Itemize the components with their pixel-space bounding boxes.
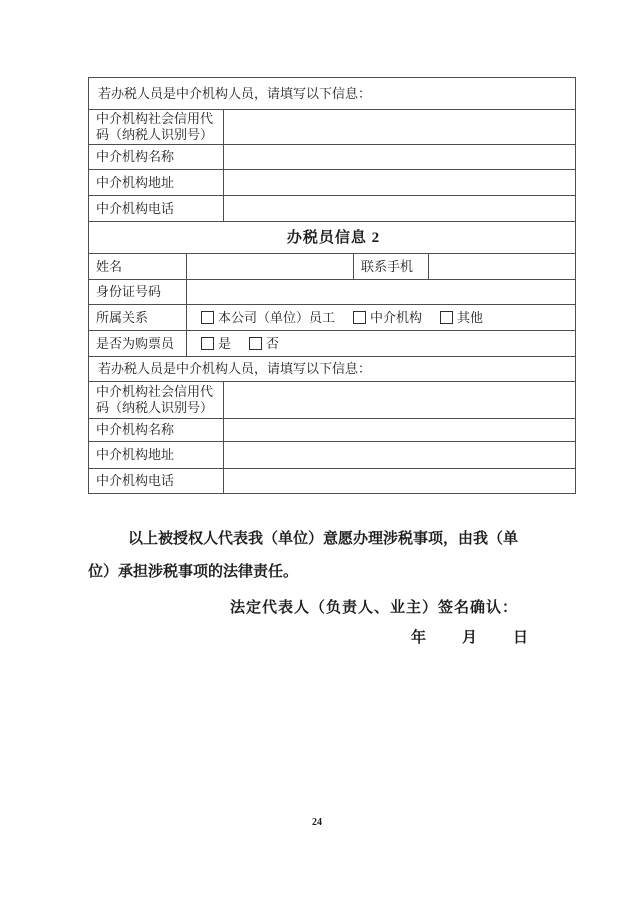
date-line: 年 月 日 [411,630,531,646]
relationship-options-cell [186,305,575,330]
table-row [89,468,575,493]
agency-phone-field-1[interactable] [223,196,575,221]
agency-phone-label-1: 中介机构电话 [96,200,175,216]
checkbox-label: 本公司（单位）员工 [218,309,336,325]
ticket-purchaser-options-cell [186,331,575,356]
clerk2-section-title: 办税员信息 2 [286,229,381,246]
declaration-line-1: 以上被授权人代表我（单位）意愿办理涉税事项，由我（单 [128,531,519,547]
agency-name-label-2: 中介机构名称 [96,422,175,437]
agency-fill-note-2: 若办税人员是中介机构人员，请填写以下信息： [98,361,372,376]
clerk2-header-row [89,221,575,253]
agency-note-row-2 [89,356,575,381]
clerk-id-field[interactable] [186,280,575,304]
agency-address-label-2: 中介机构地址 [96,447,175,462]
agency-phone-label-2: 中介机构电话 [96,473,175,488]
checkbox-label: 否 [266,335,280,351]
relation-agency-option[interactable] [353,310,422,326]
table-row [89,279,575,304]
table-row [89,381,575,418]
checkbox-icon[interactable] [201,311,214,324]
agency-credit-code-label-2: 中介机构社会信用代码（纳税人识别号） [96,384,214,415]
table-row [89,304,575,330]
signature-confirm-line: 法定代表人（负责人、业主）签名确认： [230,600,519,616]
agency-phone-field-2[interactable] [223,469,575,493]
table-row [89,144,575,169]
table-row [89,418,575,441]
agency-fill-note-1: 若办税人员是中介机构人员，请填写以下信息： [98,85,372,101]
relationship-label: 所属关系 [96,309,149,325]
table-row [89,441,575,468]
checkbox-icon[interactable] [201,337,214,350]
checkbox-icon[interactable] [353,311,366,324]
checkbox-label: 其他 [457,309,484,325]
agency-address-field-2[interactable] [223,442,575,468]
purchaser-yes-option[interactable] [201,336,231,352]
checkbox-icon[interactable] [249,337,262,350]
table-row [89,169,575,195]
checkbox-label: 是 [218,335,232,351]
ticket-purchaser-label: 是否为购票员 [96,335,175,351]
clerk-mobile-label: 联系手机 [353,254,428,279]
agency-name-label-1: 中介机构名称 [96,149,175,164]
agency-address-field-1[interactable] [223,170,575,195]
tax-clerk-info-table [88,77,576,494]
relation-other-option[interactable] [440,310,483,326]
agency-name-field-2[interactable] [223,419,575,441]
purchaser-no-option[interactable] [249,336,279,352]
relation-company-option[interactable] [201,310,335,326]
table-row [89,253,575,279]
table-row [89,195,575,221]
agency-credit-code-field-1[interactable] [223,110,575,144]
agency-address-label-1: 中介机构地址 [96,174,175,190]
agency-credit-code-label-1: 中介机构社会信用代码（纳税人识别号） [96,111,214,142]
clerk-id-label: 身份证号码 [96,284,162,299]
clerk-name-label: 姓名 [96,258,123,274]
agency-credit-code-field-2[interactable] [223,382,575,418]
clerk-name-field[interactable] [186,254,353,279]
table-row [89,330,575,356]
page-number: 24 [312,817,322,828]
agency-note-row-1 [89,78,575,109]
clerk-mobile-field[interactable] [428,254,575,279]
declaration-line-2: 位）承担涉税事项的法律责任。 [88,564,299,580]
checkbox-label: 中介机构 [370,309,423,325]
checkbox-icon[interactable] [440,311,453,324]
table-row [89,109,575,144]
agency-name-field-1[interactable] [223,145,575,169]
